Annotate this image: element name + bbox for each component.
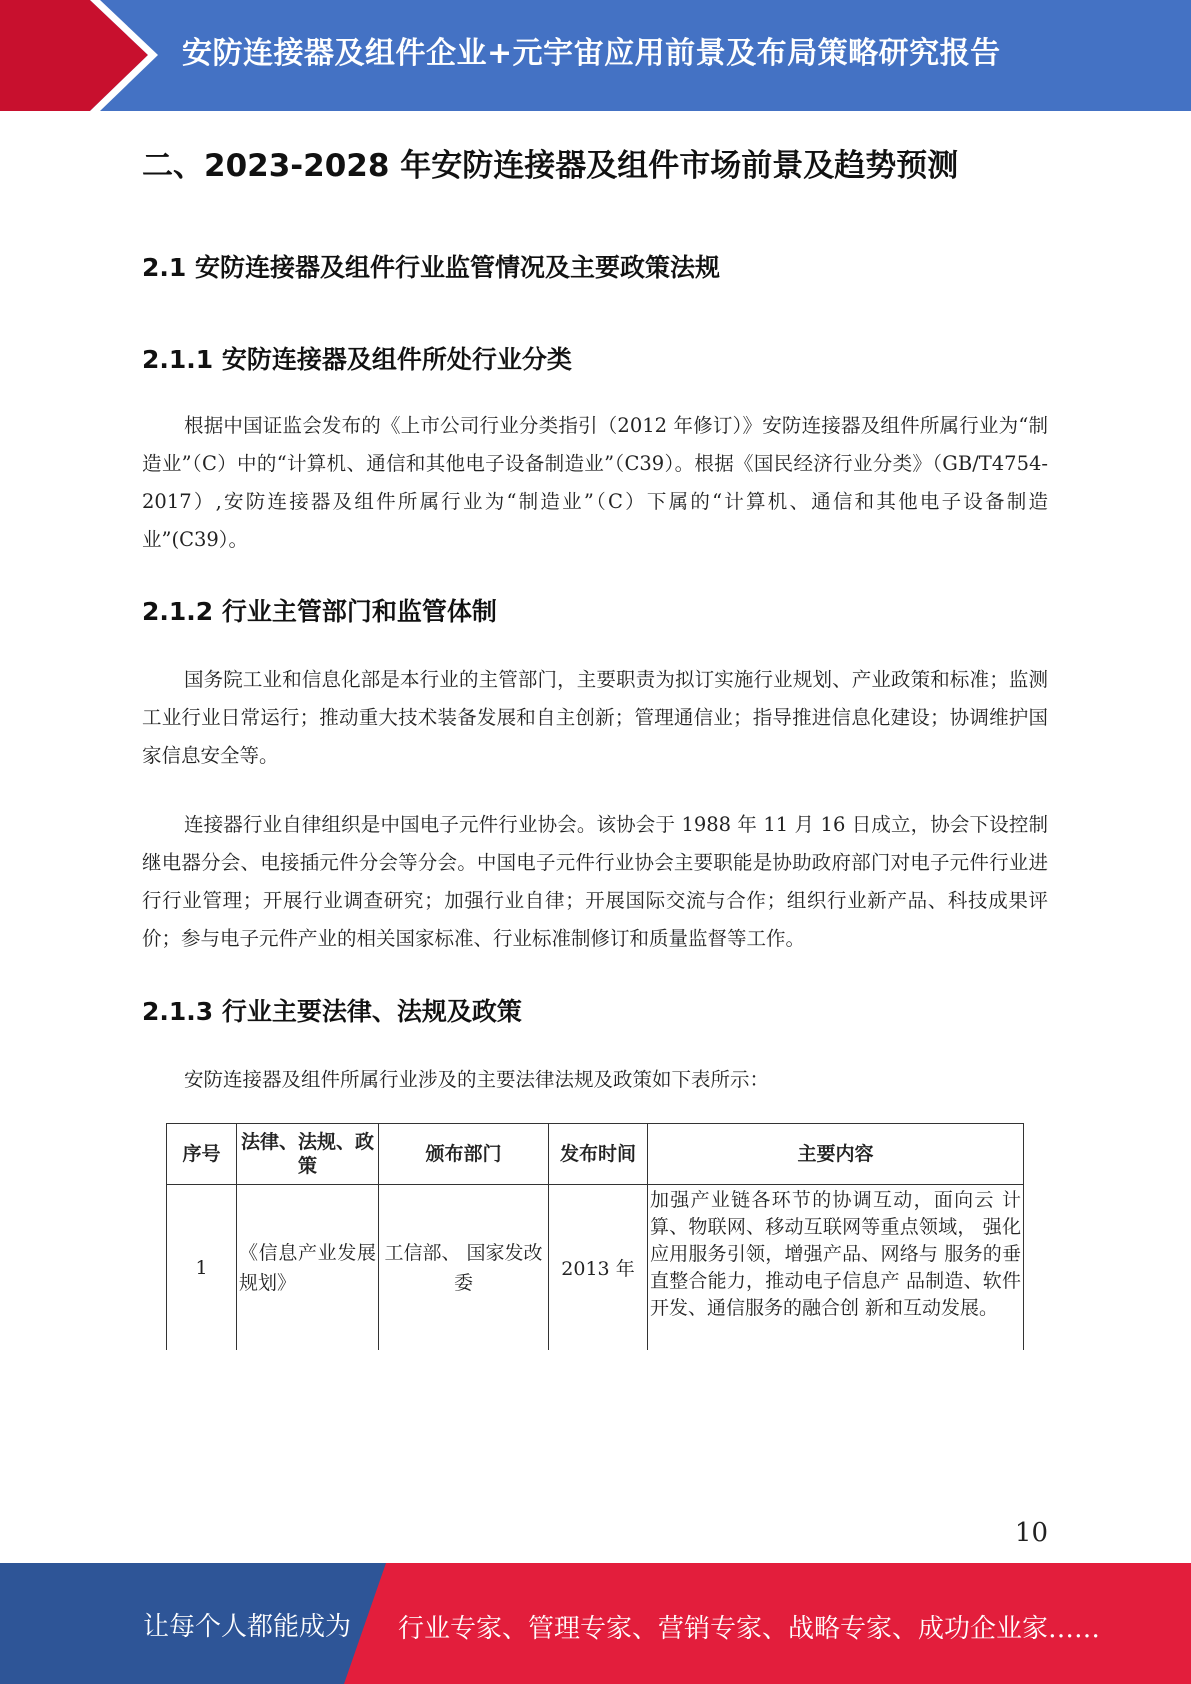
header-banner — [0, 0, 1191, 111]
paragraph-industry-classification: 根据中国证监会发布的《上市公司行业分类指引（2012 年修订）》安防连接器及组件所属行业为“制造业”（C）中的“计算机、通信和其他电子设备制造业”（C39）。根据《国民经济行业分类》（GB/T4754-2017）,安防连接器及组件所属行业为“制造业”（C）下属的“计算机、通信和其他电子设备制造业”(C39）。 — [142, 414, 1048, 551]
report-title: 安防连接器及组件企业+元宇宙应用前景及布局策略研究报告 — [182, 36, 1001, 71]
footer-slogan-left: 让每个人都能成为 — [143, 1612, 352, 1642]
header-law-name: 法律、法规、政策 — [237, 1124, 379, 1185]
cell-content: 加强产业链各环节的协调互动，面向云 计算、物联网、移动互联网等重点领域， 强化应用服务引领，增强产品、网络与 服务的垂直整合能力，推动电子信息产 品制造、软件开发、通信服务的融合创 新和互动发展。 — [648, 1185, 1024, 1351]
header-number: 序号 — [167, 1124, 237, 1185]
cell-department: 工信部、 国家发改委 — [379, 1185, 549, 1351]
policy-table — [166, 1123, 1024, 1350]
section-heading: 二、2023-2028 年安防连接器及组件市场前景及趋势预测 — [142, 148, 959, 184]
paragraph-association: 连接器行业自律组织是中国电子元件行业协会。该协会于 1988 年 11 月 16 日成立，协会下设控制继电器分会、电接插元件分会等分会。中国电子元件行业协会主要职能是协助政府部门对电子元件行业进行行业管理；开展行业调查研究；加强行业自律；开展国际交流与合作；组织行业新产品、科技成果评价；参与电子元件产业的相关国家标准、行业标准制修订和质量监督等工作。 — [142, 813, 1048, 950]
cell-law-name: 《信息产业发展规划》 — [237, 1185, 379, 1351]
subsection-heading-2-1: 2.1 安防连接器及组件行业监管情况及主要政策法规 — [142, 253, 720, 282]
header-content: 主要内容 — [648, 1124, 1024, 1185]
cell-date: 2013 年 — [549, 1185, 648, 1351]
table-row — [167, 1185, 1024, 1351]
footer-banner — [0, 1563, 1191, 1684]
table-header-row — [167, 1124, 1024, 1185]
subsection-heading-2-1-2: 2.1.2 行业主管部门和监管体制 — [142, 597, 497, 626]
cell-number: 1 — [167, 1185, 237, 1351]
subsection-heading-2-1-1: 2.1.1 安防连接器及组件所处行业分类 — [142, 345, 572, 374]
table-intro: 安防连接器及组件所属行业涉及的主要法律法规及政策如下表所示： — [184, 1068, 770, 1091]
paragraph-regulator: 国务院工业和信息化部是本行业的主管部门，主要职责为拟订实施行业规划、产业政策和标准；监测工业行业日常运行；推动重大技术装备发展和自主创新；管理通信业；指导推进信息化建设；协调维护国家信息安全等。 — [142, 668, 1048, 767]
subsection-heading-2-1-3: 2.1.3 行业主要法律、法规及政策 — [142, 997, 522, 1026]
page-number: 10 — [1014, 1518, 1048, 1548]
header-date: 发布时间 — [549, 1124, 648, 1185]
header-department: 颁布部门 — [379, 1124, 549, 1185]
footer-slogan-right: 行业专家、管理专家、营销专家、战略专家、成功企业家…… — [398, 1614, 1101, 1644]
